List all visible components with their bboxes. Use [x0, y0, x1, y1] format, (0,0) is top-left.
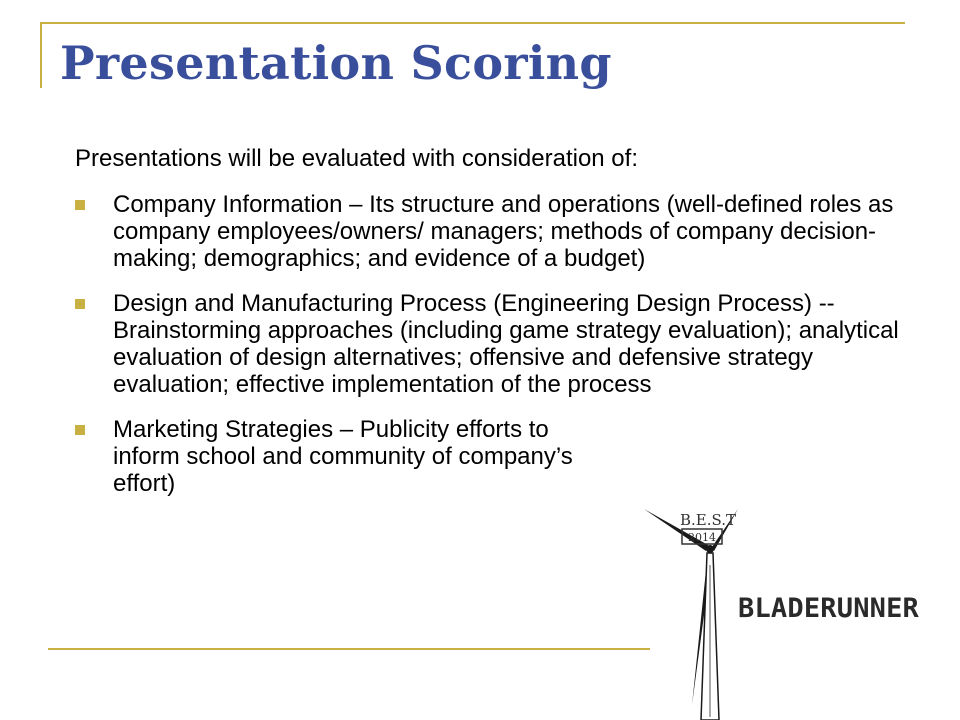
- turbine-hub: [706, 545, 714, 553]
- square-bullet-icon: [75, 200, 85, 210]
- bullet-text: Design and Manufacturing Process (Engineering Design Process) -- Brainstorming approaches (including game strategy evaluation); analytical evaluation of design alternatives; offensive and defensive strategy evaluation; effective implementation of the process: [113, 290, 899, 398]
- square-bullet-icon: [75, 425, 85, 435]
- best-bladerunner-logo: [622, 505, 952, 720]
- bullet-design-manufacturing: [75, 290, 925, 398]
- logo-year-text: 2014: [688, 531, 716, 544]
- square-bullet-icon: [75, 299, 85, 309]
- bullet-marketing-strategies: [75, 416, 925, 497]
- bottom-rule: [48, 648, 650, 650]
- slide-title: Presentation Scoring: [60, 36, 612, 90]
- logo-org-text: B.E.S.T: [680, 511, 737, 529]
- wind-turbine-logo-graphic: [622, 505, 952, 720]
- bullet-list: [75, 191, 925, 515]
- top-rule: [40, 22, 905, 24]
- bullet-company-information: [75, 191, 925, 272]
- bullet-text: Company Information – Its structure and operations (well-defined roles as company employees/owners/ managers; methods of company decision-making; demographics; and evidence of a budget): [113, 191, 894, 272]
- bullet-text: Marketing Strategies – Publicity efforts to inform school and community of company’s effort): [113, 416, 573, 497]
- intro-text: Presentations will be evaluated with consideration of:: [75, 145, 638, 172]
- left-rule: [40, 22, 42, 88]
- logo-wordmark: BLADERUNNER: [738, 593, 920, 624]
